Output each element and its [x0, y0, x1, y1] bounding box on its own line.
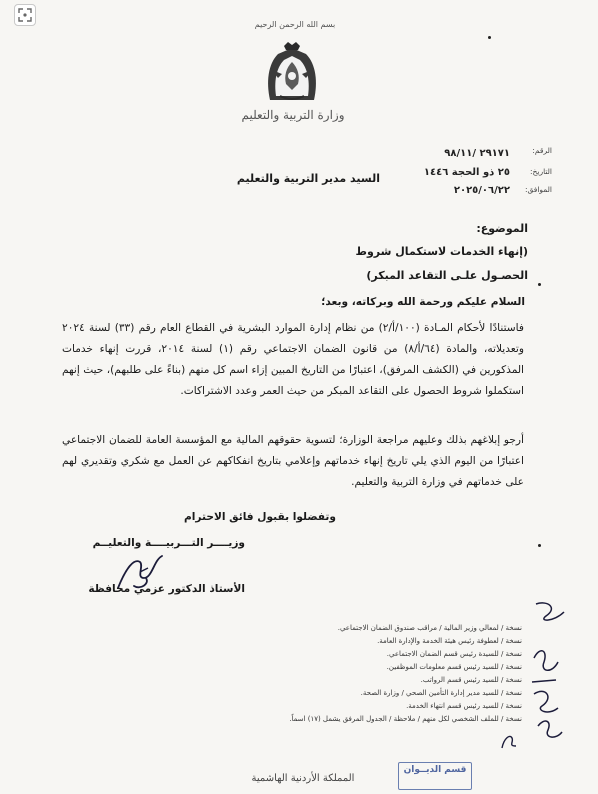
basmala: بسم الله الرحمن الرحيم: [254, 20, 336, 29]
stamp-dept: قسم الديــوان: [403, 765, 467, 775]
body-paragraph-2: أرجو إبلاغهم بذلك وعليهم مراجعة الوزارة؛ لتسوية حقوقهم المالية مع المؤسسة العامة للضمان الاجتماعي اعتبارًا من اليوم الذي يلي تاريخ إنهاء خدماتهم وإعلامي بتاريخ انفكاكهم عن العمل مع شكري وتقديري لهم على خدماتهم في وزارة التربية والتعليم.: [62, 434, 524, 488]
date-label: التاريخ:: [530, 167, 552, 176]
hijri-date: ٢٥ ذو الحجة ١٤٤٦: [423, 167, 510, 178]
copy-item: نسخة / للسيد رئيس قسم معلومات الموظفين.: [386, 663, 522, 671]
greeting: السلام عليكم ورحمة الله وبركاته، وبعد؛: [321, 296, 525, 308]
copy-item: نسخة / لمعالي وزير المالية / مراقب صندوق الضمان الاجتماعي.: [337, 624, 522, 632]
addressee: السيد مدير التربية والتعليم: [236, 172, 380, 185]
copy-item: نسخة / للسيد رئيس قسم انتهاء الخدمة.: [406, 702, 522, 710]
margin-annotations-icon: [528, 598, 576, 748]
scan-dot: [538, 283, 541, 286]
copy-item: نسخة / لعطوفة رئيس هيئة الخدمة والإدارة العامة.: [377, 637, 522, 645]
subject-line-2: الحصـول علـى التقاعد المبكر): [366, 269, 528, 282]
copy-item: نسخة / للسيد مدير إدارة التأمين الصحي / وزارة الصحة.: [360, 689, 522, 697]
copies-list: [252, 624, 522, 728]
gregorian-date: ٢٠٢٥/٠٦/٢٢: [453, 185, 510, 196]
scan-dot: [488, 36, 491, 39]
expand-icon: [18, 8, 32, 22]
copy-item: نسخة / للسيدة رئيس قسم الضمان الاجتماعي.: [386, 650, 522, 658]
kingdom-footer: المملكة الأردنية الهاشمية: [251, 773, 355, 784]
subject-label: الموضوع:: [476, 222, 528, 235]
body-paragraph-1: فاستنادًا لأحكام المـادة (١٠٠/أ/٢) من نظام إدارة الموارد البشرية في القطاع العام رقم (٣٣) لسنة ٢٠٢٤ وتعديلاته، والمادة (٦٤/أ/٨) من قانون الضمان الاجتماعي رقم (١) لسنة ٢٠١٤، قررت إنهاء خدمات المذكورين في (الكشف المرفق)، اعتبارًا من التاريخ المبين إزاء اسم كل منهم (بناءً على طلبهم)، حيث إنهم استكملوا شروط الحصول على التقاعد المبكر من حيث العمر وعدد الاشتراكات.: [62, 322, 524, 397]
copy-item: نسخة / للسيد رئيس قسم الرواتب.: [420, 676, 522, 684]
agreed-label: الموافق:: [524, 185, 552, 194]
initials-mark-icon: [498, 730, 522, 752]
subject-line-1: (إنهاء الخدمات لاستكمال شروط: [355, 245, 528, 258]
closing-line: وتفضلوا بقبول فائق الاحترام: [184, 511, 336, 523]
scan-dot: [538, 544, 541, 547]
signatory-name: الأستاذ الدكتور عزمي محافظة: [88, 583, 245, 595]
signature-title: وزيــــر التـــربيــــة والتعليــم: [92, 537, 245, 549]
copy-item: نسخة / للملف الشخصي لكل منهم / ملاحظة / الجدول المرفق يشمل (١٧) اسماً.: [289, 715, 522, 723]
jordan-coat-of-arms-icon: [262, 42, 322, 104]
reference-number: ٢٩١٧١ /٩٨/١١: [444, 148, 510, 159]
registry-stamp: [398, 762, 472, 790]
ministry-name: وزارة التربية والتعليم: [241, 108, 345, 122]
reference-label: الرقم:: [532, 146, 552, 155]
fullscreen-button[interactable]: [14, 4, 36, 26]
